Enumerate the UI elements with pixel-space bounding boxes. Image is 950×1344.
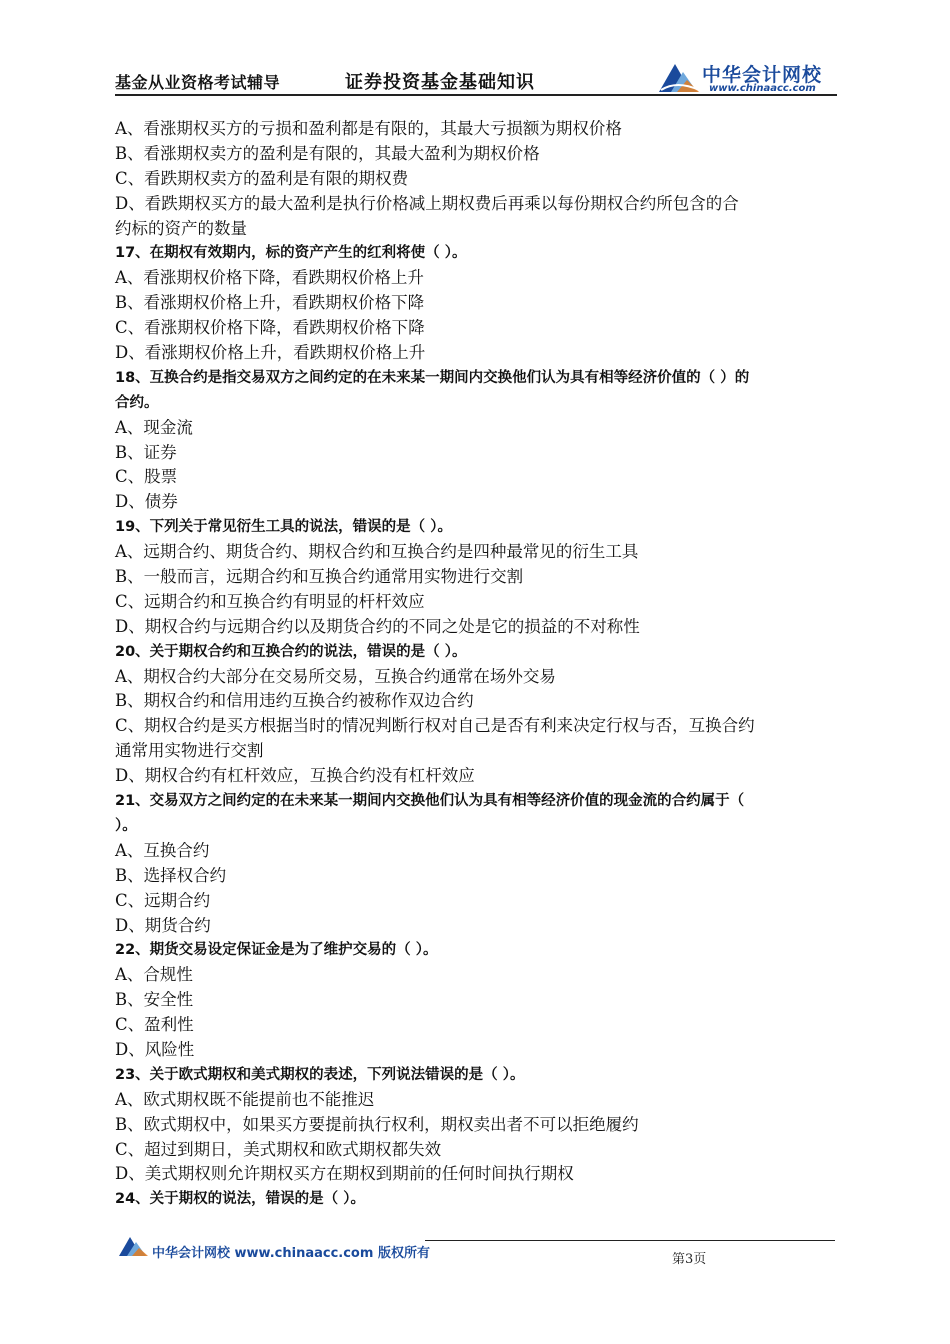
option-line: C、超过到期日，美式期权和欧式期权都失效 bbox=[115, 1139, 442, 1159]
option-line: D、美式期权则允许期权买方在期权到期前的任何时间执行期权 bbox=[115, 1164, 574, 1184]
header-divider bbox=[115, 94, 837, 96]
option-line: A、欧式期权既不能提前也不能推迟 bbox=[115, 1089, 375, 1109]
option-line: B、看涨期权卖方的盈利是有限的，其最大盈利为期权价格 bbox=[115, 143, 540, 163]
option-line: A、互换合约 bbox=[115, 840, 210, 860]
option-line: A、合规性 bbox=[115, 965, 193, 985]
page-number: 第3页 bbox=[672, 1252, 707, 1267]
question-line: 20、关于期权合约和互换合约的说法，错误的是（ ）。 bbox=[115, 643, 467, 660]
option-line: D、看跌期权买方的最大盈利是执行价格减上期权费后再乘以每份期权合约所包含的合 bbox=[115, 193, 739, 213]
header-subject-title: 证券投资基金基础知识 bbox=[345, 72, 535, 93]
question-line: 18、互换合约是指交易双方之间约定的在未来某一期间内交换他们认为具有相等经济价值的（ ）的 bbox=[115, 369, 750, 386]
option-line: C、看跌期权卖方的盈利是有限的期权费 bbox=[115, 168, 409, 188]
option-line: C、盈利性 bbox=[115, 1015, 194, 1035]
logo-brand-name: 中华会计网校 bbox=[702, 64, 823, 86]
document-body bbox=[115, 117, 837, 1212]
option-line: C、期权合约是买方根据当时的情况判断行权对自己是否有利来决定行权与否，互换合约 bbox=[115, 716, 755, 736]
option-line: D、期货合约 bbox=[115, 915, 211, 935]
question-line: 19、下列关于常见衍生工具的说法，错误的是（ ）。 bbox=[115, 519, 452, 536]
question-line: 21、交易双方之间约定的在未来某一期间内交换他们认为具有相等经济价值的现金流的合约属于（ bbox=[115, 793, 745, 810]
option-line: B、期权合约和信用违约互换合约被称作双边合约 bbox=[115, 691, 474, 711]
option-line: B、看涨期权价格上升，看跌期权价格下降 bbox=[115, 293, 425, 313]
question-line: 22、期货交易设定保证金是为了维护交易的（ ）。 bbox=[115, 942, 438, 959]
logo-url: www.chinaacc.com bbox=[709, 83, 816, 94]
option-line: D、看涨期权价格上升，看跌期权价格上升 bbox=[115, 343, 426, 363]
question-line: 合约。 bbox=[115, 394, 159, 411]
option-line: 通常用实物进行交割 bbox=[115, 741, 264, 761]
question-line: 24、关于期权的说法，错误的是（ ）。 bbox=[115, 1191, 365, 1208]
question-line: 17、在期权有效期内，标的资产产生的红利将使（ ）。 bbox=[115, 245, 467, 262]
option-line: C、股票 bbox=[115, 467, 178, 487]
header-logo bbox=[657, 58, 837, 96]
option-line: D、期权合约有杠杆效应，互换合约没有杠杆效应 bbox=[115, 766, 475, 786]
option-line: D、债券 bbox=[115, 492, 178, 512]
page-header bbox=[115, 58, 837, 94]
option-line: A、看涨期权价格下降，看跌期权价格上升 bbox=[115, 268, 424, 288]
option-line: D、期权合约与远期合约以及期货合约的不同之处是它的损益的不对称性 bbox=[115, 616, 640, 636]
option-line: A、现金流 bbox=[115, 417, 193, 437]
option-line: B、证券 bbox=[115, 442, 177, 462]
question-line: 23、关于欧式期权和美式期权的表述，下列说法错误的是（ ）。 bbox=[115, 1066, 525, 1083]
option-line: B、选择权合约 bbox=[115, 865, 227, 885]
option-line: A、远期合约、期货合约、期权合约和互换合约是四种最常见的衍生工具 bbox=[115, 542, 639, 562]
option-line: C、看涨期权价格下降，看跌期权价格下降 bbox=[115, 318, 425, 338]
option-line: D、风险性 bbox=[115, 1039, 195, 1059]
option-line: B、欧式期权中，如果买方要提前执行权利，期权卖出者不可以拒绝履约 bbox=[115, 1114, 639, 1134]
chinaacc-triangle-logo-icon bbox=[657, 60, 701, 94]
footer-copyright: 中华会计网校 www.chinaacc.com 版权所有 bbox=[152, 1246, 430, 1261]
option-line: C、远期合约 bbox=[115, 890, 211, 910]
option-line: B、一般而言，远期合约和互换合约通常用实物进行交割 bbox=[115, 567, 524, 587]
question-line: ）。 bbox=[115, 817, 137, 834]
option-line: A、期权合约大部分在交易所交易，互换合约通常在场外交易 bbox=[115, 666, 556, 686]
option-line: B、安全性 bbox=[115, 990, 194, 1010]
footer-divider bbox=[425, 1240, 835, 1241]
option-line: A、看涨期权买方的亏损和盈利都是有限的，其最大亏损额为期权价格 bbox=[115, 119, 622, 138]
footer-logo-icon bbox=[118, 1234, 150, 1258]
header-course-title: 基金从业资格考试辅导 bbox=[115, 73, 281, 92]
option-line: C、远期合约和互换合约有明显的杆杆效应 bbox=[115, 591, 425, 611]
option-line: 约标的资产的数量 bbox=[115, 218, 247, 238]
